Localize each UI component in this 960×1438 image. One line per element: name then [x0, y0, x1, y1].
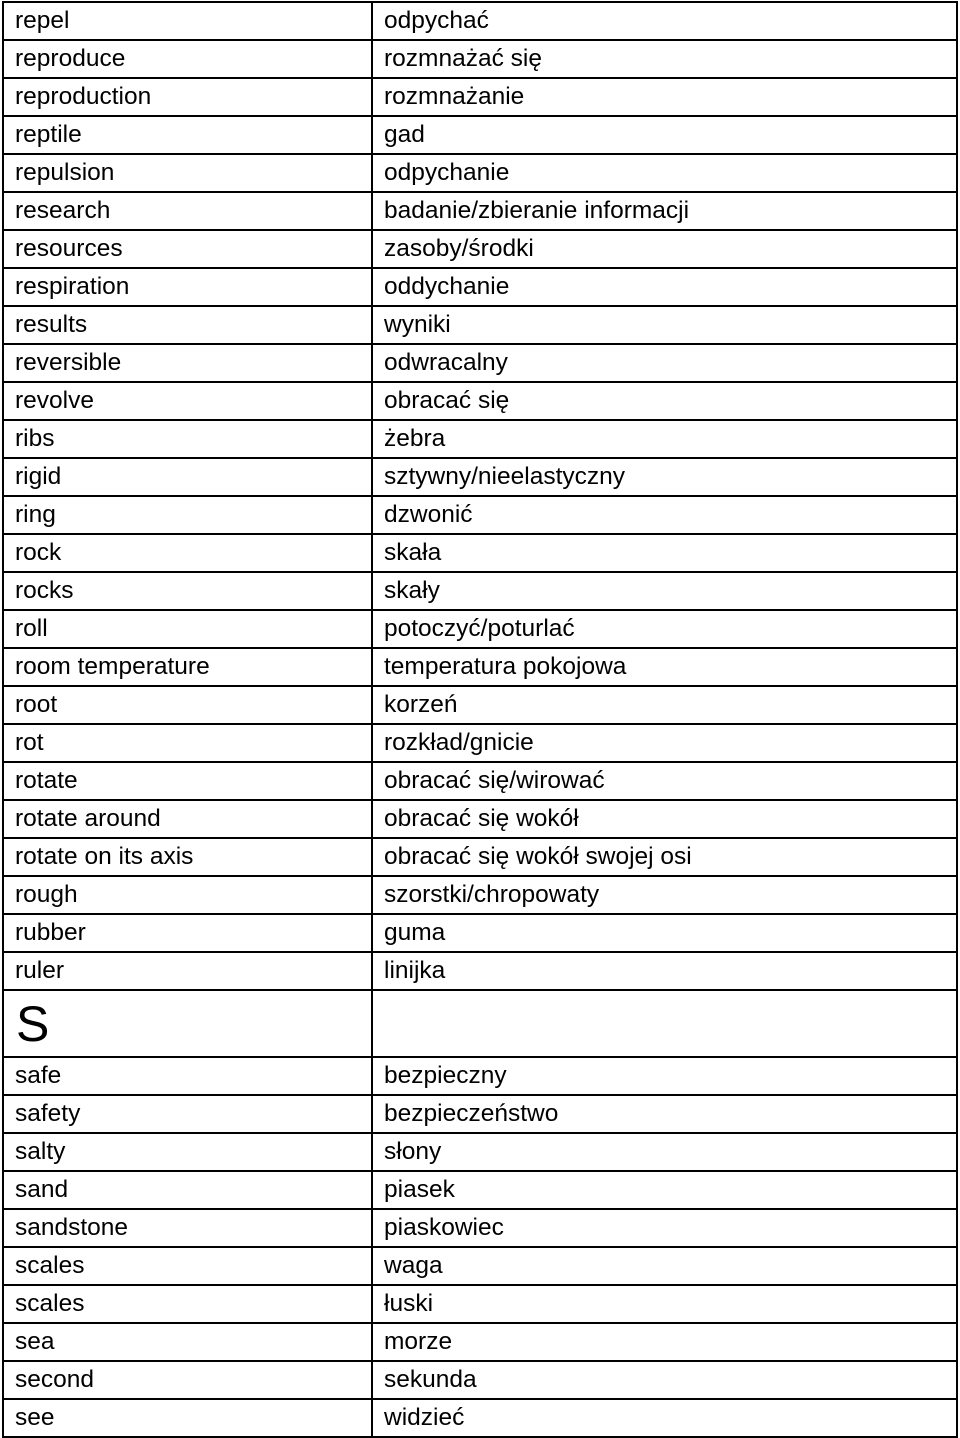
glossary-row — [3, 496, 957, 534]
polish-translation: temperatura pokojowa — [372, 648, 957, 686]
glossary-row — [3, 914, 957, 952]
english-term: rot — [3, 724, 372, 762]
glossary-row — [3, 800, 957, 838]
polish-translation: skała — [372, 534, 957, 572]
glossary-row — [3, 572, 957, 610]
glossary-row — [3, 1361, 957, 1399]
english-term: reptile — [3, 116, 372, 154]
polish-translation: skały — [372, 572, 957, 610]
glossary-row — [3, 1095, 957, 1133]
english-term: reproduction — [3, 78, 372, 116]
glossary-row — [3, 1209, 957, 1247]
polish-translation: badanie/zbieranie informacji — [372, 192, 957, 230]
english-term: rubber — [3, 914, 372, 952]
polish-translation: widzieć — [372, 1399, 957, 1437]
glossary-row — [3, 1247, 957, 1285]
english-term: reproduce — [3, 40, 372, 78]
section-letter: S — [3, 990, 372, 1057]
polish-translation: piaskowiec — [372, 1209, 957, 1247]
polish-translation: linijka — [372, 952, 957, 990]
glossary-row — [3, 724, 957, 762]
glossary-row — [3, 154, 957, 192]
polish-translation: żebra — [372, 420, 957, 458]
glossary-row — [3, 230, 957, 268]
glossary-row — [3, 610, 957, 648]
polish-translation: waga — [372, 1247, 957, 1285]
glossary-row — [3, 344, 957, 382]
polish-translation: odwracalny — [372, 344, 957, 382]
polish-translation: rozmnażanie — [372, 78, 957, 116]
polish-translation: piasek — [372, 1171, 957, 1209]
polish-translation: zasoby/środki — [372, 230, 957, 268]
polish-translation: odpychanie — [372, 154, 957, 192]
english-term: resources — [3, 230, 372, 268]
english-term: research — [3, 192, 372, 230]
english-term: salty — [3, 1133, 372, 1171]
english-term: reversible — [3, 344, 372, 382]
english-term: repulsion — [3, 154, 372, 192]
english-term: root — [3, 686, 372, 724]
glossary-row — [3, 1171, 957, 1209]
polish-translation: morze — [372, 1323, 957, 1361]
polish-translation: bezpieczny — [372, 1057, 957, 1095]
english-term: rotate around — [3, 800, 372, 838]
glossary-row — [3, 420, 957, 458]
polish-translation: sekunda — [372, 1361, 957, 1399]
polish-translation: wyniki — [372, 306, 957, 344]
english-term: ribs — [3, 420, 372, 458]
english-term: sand — [3, 1171, 372, 1209]
english-term: rigid — [3, 458, 372, 496]
polish-translation: sztywny/nieelastyczny — [372, 458, 957, 496]
glossary-row — [3, 648, 957, 686]
polish-translation: odpychać — [372, 2, 957, 40]
english-term: rough — [3, 876, 372, 914]
glossary-row — [3, 2, 957, 40]
english-term: rock — [3, 534, 372, 572]
english-term: respiration — [3, 268, 372, 306]
glossary-row — [3, 1133, 957, 1171]
polish-translation: obracać się/wirować — [372, 762, 957, 800]
polish-translation: potoczyć/poturlać — [372, 610, 957, 648]
english-term: rotate — [3, 762, 372, 800]
glossary-row — [3, 1399, 957, 1437]
polish-translation: gad — [372, 116, 957, 154]
english-term: sea — [3, 1323, 372, 1361]
glossary-row — [3, 1323, 957, 1361]
polish-translation: obracać się wokół swojej osi — [372, 838, 957, 876]
glossary-body — [3, 2, 957, 1437]
english-term: scales — [3, 1247, 372, 1285]
glossary-row — [3, 1057, 957, 1095]
polish-translation: bezpieczeństwo — [372, 1095, 957, 1133]
english-term: revolve — [3, 382, 372, 420]
polish-translation: szorstki/chropowaty — [372, 876, 957, 914]
english-term: repel — [3, 2, 372, 40]
polish-translation: rozkład/gnicie — [372, 724, 957, 762]
polish-translation: obracać się wokół — [372, 800, 957, 838]
polish-translation: rozmnażać się — [372, 40, 957, 78]
glossary-row — [3, 1285, 957, 1323]
english-term: rocks — [3, 572, 372, 610]
glossary-row — [3, 876, 957, 914]
english-term: sandstone — [3, 1209, 372, 1247]
english-term: results — [3, 306, 372, 344]
glossary-row — [3, 534, 957, 572]
english-term: ruler — [3, 952, 372, 990]
section-header-row — [3, 990, 957, 1057]
english-term: see — [3, 1399, 372, 1437]
glossary-row — [3, 686, 957, 724]
polish-translation: łuski — [372, 1285, 957, 1323]
polish-translation: dzwonić — [372, 496, 957, 534]
glossary-row — [3, 382, 957, 420]
english-term: ring — [3, 496, 372, 534]
glossary-row — [3, 762, 957, 800]
glossary-row — [3, 78, 957, 116]
polish-translation: słony — [372, 1133, 957, 1171]
glossary-table — [2, 1, 958, 1438]
polish-translation: oddychanie — [372, 268, 957, 306]
english-term: roll — [3, 610, 372, 648]
english-term: safety — [3, 1095, 372, 1133]
english-term: safe — [3, 1057, 372, 1095]
glossary-row — [3, 192, 957, 230]
polish-translation: korzeń — [372, 686, 957, 724]
glossary-row — [3, 268, 957, 306]
english-term: scales — [3, 1285, 372, 1323]
english-term: rotate on its axis — [3, 838, 372, 876]
glossary-row — [3, 40, 957, 78]
glossary-row — [3, 952, 957, 990]
glossary-row — [3, 306, 957, 344]
english-term: room temperature — [3, 648, 372, 686]
glossary-row — [3, 838, 957, 876]
section-header-empty-cell — [372, 990, 957, 1057]
polish-translation: obracać się — [372, 382, 957, 420]
glossary-row — [3, 116, 957, 154]
polish-translation: guma — [372, 914, 957, 952]
english-term: second — [3, 1361, 372, 1399]
glossary-row — [3, 458, 957, 496]
